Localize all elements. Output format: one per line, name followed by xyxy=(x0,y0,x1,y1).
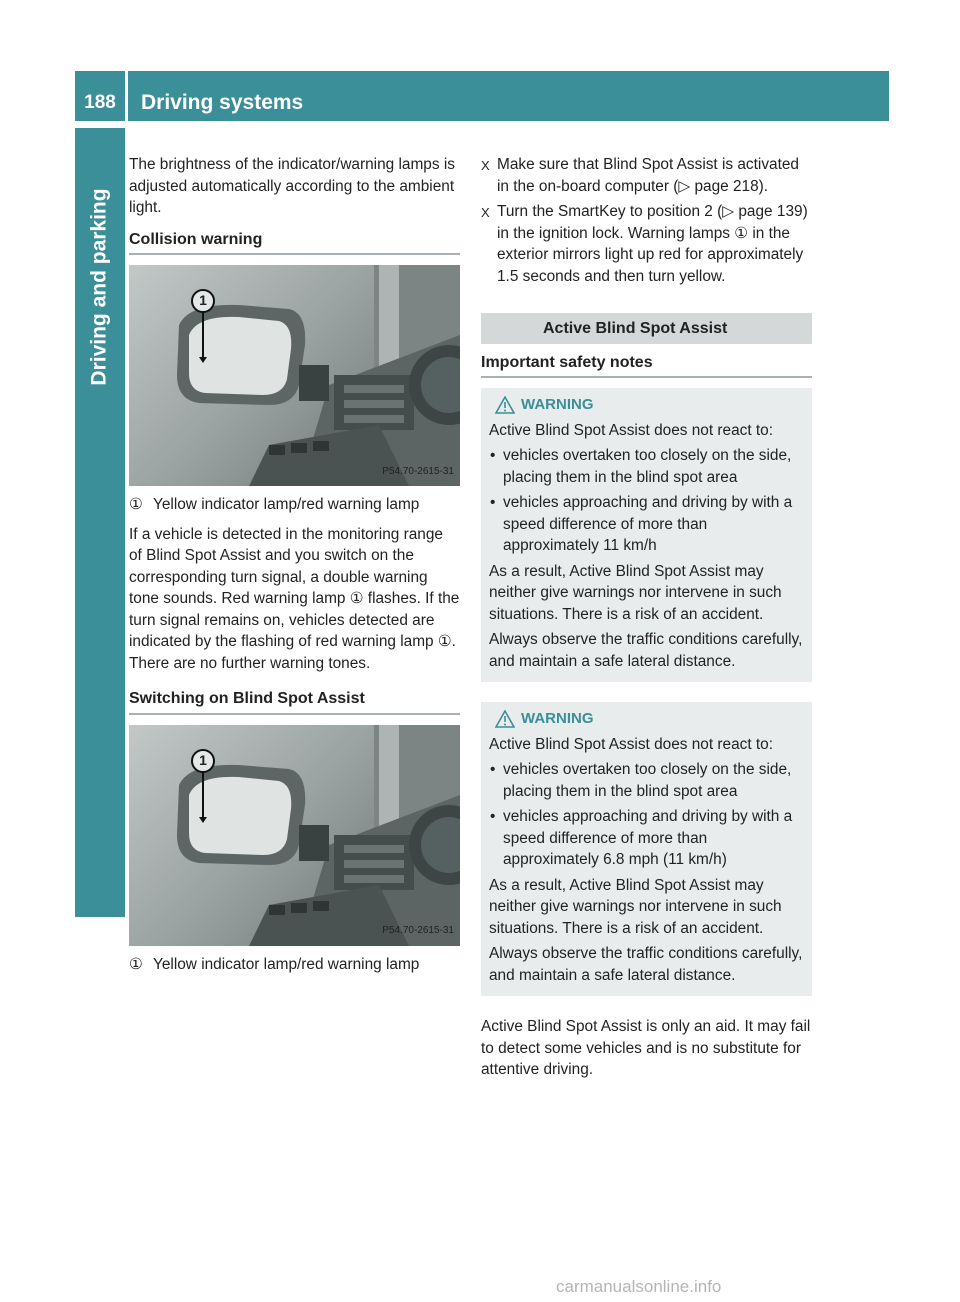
safety-notes-heading: Important safety notes xyxy=(481,352,812,379)
instruction-step xyxy=(481,201,812,287)
callout-1-icon: 1 xyxy=(191,289,215,313)
mirror-illustration xyxy=(129,725,460,946)
warning-paragraph: Always observe the traffic conditions carefully, and maintain a safe lateral distance. xyxy=(489,631,803,670)
warning-lead: Active Blind Spot Assist does not react to: xyxy=(489,421,774,439)
warning-triangle-icon xyxy=(495,710,515,728)
caption-text: Yellow indicator lamp/red warning lamp xyxy=(153,496,420,513)
bullet-item: • vehicles overtaken too closely on the side, placing them in the blind spot area xyxy=(503,759,806,802)
watermark: carmanualsonline.info xyxy=(556,1277,722,1296)
warning-title: WARNING xyxy=(521,396,594,413)
intro-paragraph: The brightness of the indicator/warning lamps is adjusted automatically according to the ambient light. xyxy=(129,156,455,216)
step-text: Make sure that Blind Spot Assist is activated in the on-board computer (▷ page 218). xyxy=(497,156,799,195)
mirror-illustration xyxy=(129,265,460,486)
closing-paragraph: Active Blind Spot Assist is only an aid. It may fail to detect some vehicles and is no substitute for attentive driving. xyxy=(481,1018,811,1078)
bullet-item: • vehicles approaching and driving by with a speed difference of more than approximately 6.8 mph (11 km/h) xyxy=(503,806,806,871)
warning-triangle-icon xyxy=(495,396,515,414)
warning-paragraph: As a result, Active Blind Spot Assist may neither give warnings nor intervene in such situations. There is a risk of an accident. xyxy=(489,876,782,937)
step-arrow-icon: X xyxy=(481,158,490,173)
warning-box xyxy=(481,702,812,996)
warning-lead: Active Blind Spot Assist does not react to: xyxy=(489,735,774,753)
section-title-bar: Active Blind Spot Assist xyxy=(481,313,812,344)
warning-paragraph: Always observe the traffic conditions carefully, and maintain a safe lateral distance. xyxy=(489,945,803,984)
warning-box xyxy=(481,388,812,682)
figure-caption-2 xyxy=(129,954,460,976)
warning-bullets xyxy=(489,759,806,871)
left-column xyxy=(129,154,460,983)
figure-code: P54.70-2615-31 xyxy=(382,465,454,477)
figure-caption-1 xyxy=(129,494,460,516)
side-tab-label-wrap xyxy=(76,122,124,452)
caption-text: Yellow indicator lamp/red warning lamp xyxy=(153,955,420,973)
warning-header xyxy=(489,394,806,416)
step-text: Turn the SmartKey to position 2 (▷ page 139) in the ignition lock. Warning lamps ① in the exterior mirrors light up red for approximately 1.5 seconds and then turn yellow. xyxy=(497,203,808,285)
right-column xyxy=(481,154,812,1091)
instruction-step xyxy=(481,154,812,197)
side-tab-label: Driving and parking xyxy=(88,188,112,386)
figure-code: P54.70-2615-31 xyxy=(382,925,454,936)
callout-1-icon: 1 xyxy=(191,749,215,773)
callout-symbol: ① xyxy=(129,955,143,973)
page-number: 188 xyxy=(75,71,125,121)
page-header-title: Driving systems xyxy=(128,71,889,121)
mirror-figure-1 xyxy=(129,265,460,486)
callout-symbol: ① xyxy=(129,496,143,513)
step-arrow-icon: X xyxy=(481,205,490,220)
collision-warning-heading: Collision warning xyxy=(129,229,460,256)
bullet-item: • vehicles overtaken too closely on the side, placing them in the blind spot area xyxy=(503,445,806,488)
switching-on-heading: Switching on Blind Spot Assist xyxy=(129,688,460,715)
collision-paragraph: If a vehicle is detected in the monitoring range of Blind Spot Assist and you switch on the corresponding turn signal, a double warning tone sounds. Red warning lamp ① flashes. If the turn signal remains on, vehicles detected are indicated by the flashing of red warning lamp ①. There are no further warning tones. xyxy=(129,525,460,672)
warning-paragraph: As a result, Active Blind Spot Assist may neither give warnings nor intervene in such situations. There is a risk of an accident. xyxy=(489,562,782,623)
warning-title: WARNING xyxy=(521,710,594,727)
warning-header xyxy=(489,708,806,730)
warning-bullets xyxy=(489,445,806,557)
bullet-item: • vehicles approaching and driving by with a speed difference of more than approximately 11 km/h xyxy=(503,492,806,557)
mirror-figure-2 xyxy=(129,725,460,946)
